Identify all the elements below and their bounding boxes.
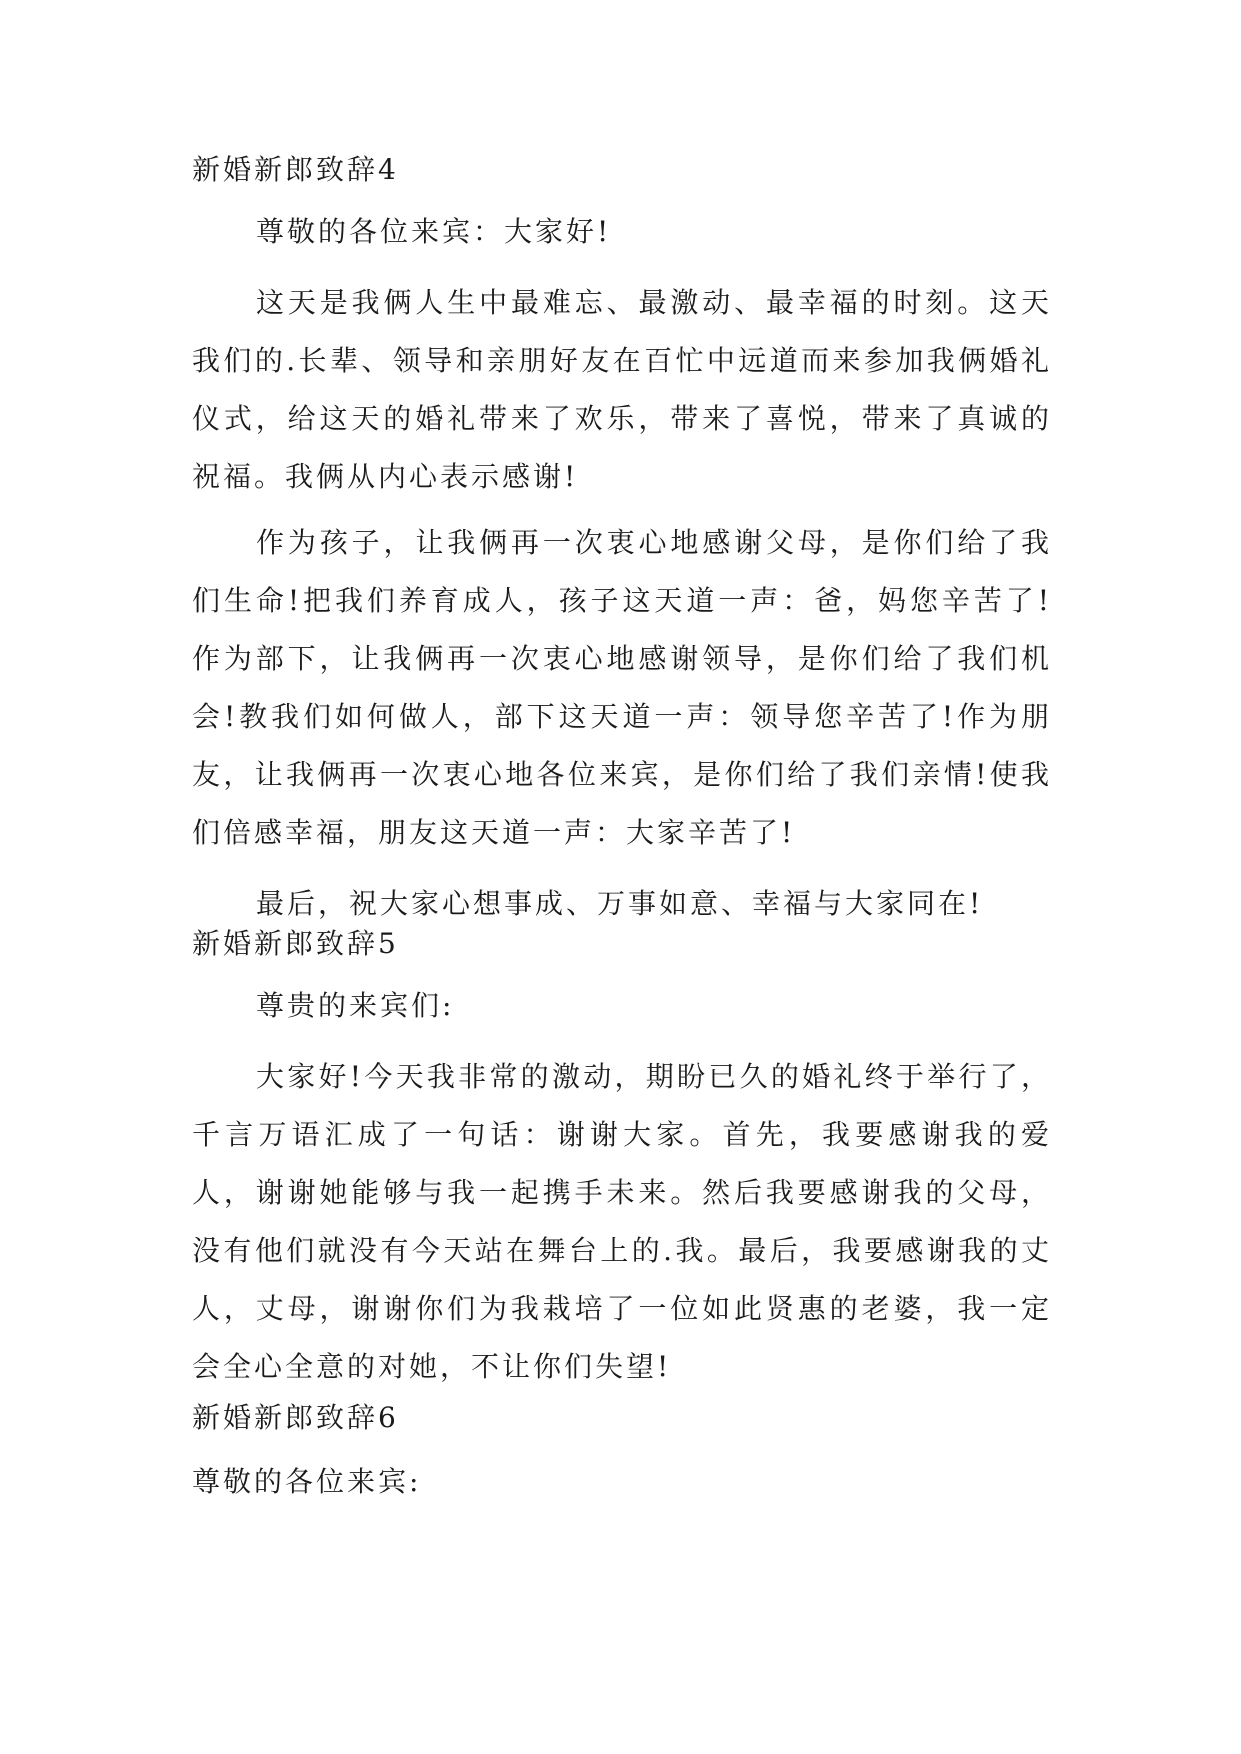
section-title-5: 新婚新郎致辞5 <box>192 927 399 960</box>
paragraph-4-3: 最后，祝大家心想事成、万事如意、幸福与大家同在! <box>256 887 984 920</box>
greeting-4: 尊敬的各位来宾：大家好! <box>256 215 612 248</box>
paragraph-5-1: 大家好!今天我非常的激动，期盼已久的婚礼终于举行了，千言万语汇成了一句话：谢谢大家。首先，我要感谢我的爱人，谢谢她能够与我一起携手未来。然后我要感谢我的父母，没有他们就没有今天站在舞台上的.我。最后，我要感谢我的丈人，丈母，谢谢你们为我栽培了一位如此贤惠的老婆，我一定会全心全意的对她，不让你们失望! <box>192 1060 1052 1383</box>
document-page <box>192 150 1052 1502</box>
greeting-6: 尊敬的各位来宾: <box>192 1465 422 1498</box>
section-title-6: 新婚新郎致辞6 <box>192 1401 399 1434</box>
paragraph-4-2: 作为孩子，让我俩再一次衷心地感谢父母，是你们给了我们生命!把我们养育成人，孩子这天道一声：爸，妈您辛苦了!作为部下，让我俩再一次衷心地感谢领导，是你们给了我们机会!教我们如何做人，部下这天道一声：领导您辛苦了!作为朋友，让我俩再一次衷心地各位来宾，是你们给了我们亲情!使我们倍感幸福，朋友这天道一声：大家辛苦了! <box>192 526 1052 849</box>
paragraph-4-1: 这天是我俩人生中最难忘、最激动、最幸福的时刻。这天我们的.长辈、领导和亲朋好友在百忙中远道而来参加我俩婚礼仪式，给这天的婚礼带来了欢乐，带来了喜悦，带来了真诚的祝福。我俩从内心表示感谢! <box>192 286 1052 493</box>
greeting-5: 尊贵的来宾们: <box>256 989 455 1022</box>
section-title-4: 新婚新郎致辞4 <box>192 153 399 186</box>
